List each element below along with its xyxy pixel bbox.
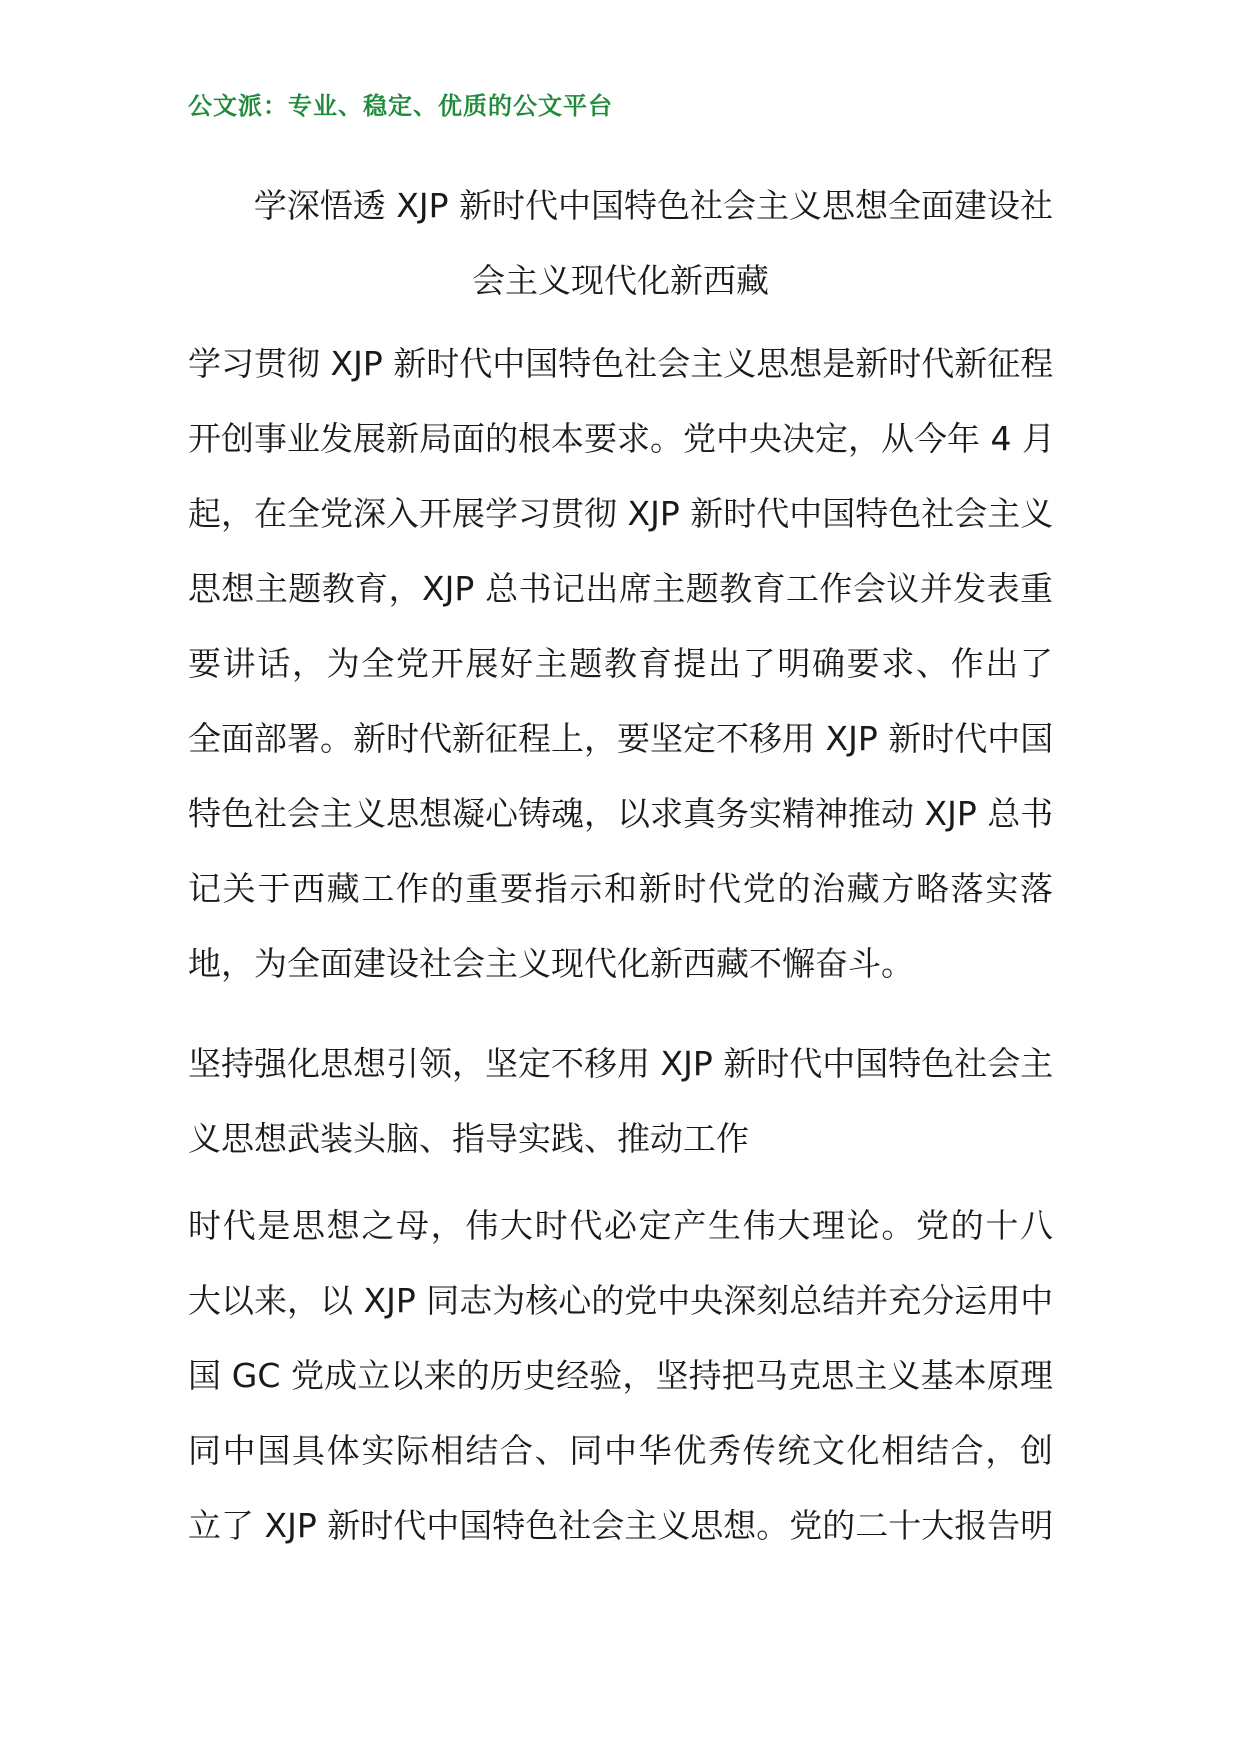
article-title: [188, 168, 1053, 318]
paragraph-line: 立了 XJP 新时代中国特色社会主义思想。党的二十大报告明: [188, 1506, 1054, 1545]
heading-line: 坚持强化思想引领，坚定不移用 XJP 新时代中国特色社会主: [188, 1044, 1054, 1083]
paragraph-body: [188, 1188, 1053, 1563]
paragraph-line: 开创事业发展新局面的根本要求。党中央决定，从今年 4 月: [188, 419, 1055, 458]
paragraph-line: 时代是思想之母，伟大时代必定产生伟大理论。党的十八: [188, 1206, 1053, 1245]
paragraph-line: 学习贯彻 XJP 新时代中国特色社会主义思想是新时代新征程: [188, 344, 1054, 383]
article-title-line-2: 会主义现代化新西藏: [472, 261, 769, 300]
paragraph-line: 国 GC 党成立以来的历史经验，坚持把马克思主义基本原理: [188, 1356, 1053, 1395]
paragraph-line: 大以来，以 XJP 同志为核心的党中央深刻总结并充分运用中: [188, 1281, 1054, 1320]
paragraph-line: 要讲话，为全党开展好主题教育提出了明确要求、作出了: [188, 644, 1053, 683]
paragraph-line: 特色社会主义思想凝心铸魂，以求真务实精神推动 XJP 总书: [188, 794, 1054, 833]
section-heading: [188, 1026, 1053, 1176]
paragraph-line: 地，为全面建设社会主义现代化新西藏不懈奋斗。: [188, 944, 914, 983]
paragraph-line: 全面部署。新时代新征程上，要坚定不移用 XJP 新时代中国: [188, 719, 1054, 758]
article-title-line-1: 学深悟透 XJP 新时代中国特色社会主义思想全面建设社: [253, 186, 1053, 225]
site-header: 公文派：专业、稳定、优质的公文平台: [188, 92, 613, 120]
paragraph-line: 思想主题教育，XJP 总书记出席主题教育工作会议并发表重: [188, 569, 1053, 608]
paragraph-intro: [188, 326, 1053, 1001]
paragraph-line: 同中国具体实际相结合、同中华优秀传统文化相结合，创: [188, 1431, 1053, 1470]
paragraph-line: 起，在全党深入开展学习贯彻 XJP 新时代中国特色社会主义: [188, 494, 1054, 533]
heading-line: 义思想武装头脑、指导实践、推动工作: [188, 1119, 749, 1158]
paragraph-line: 记关于西藏工作的重要指示和新时代党的治藏方略落实落: [188, 869, 1053, 908]
